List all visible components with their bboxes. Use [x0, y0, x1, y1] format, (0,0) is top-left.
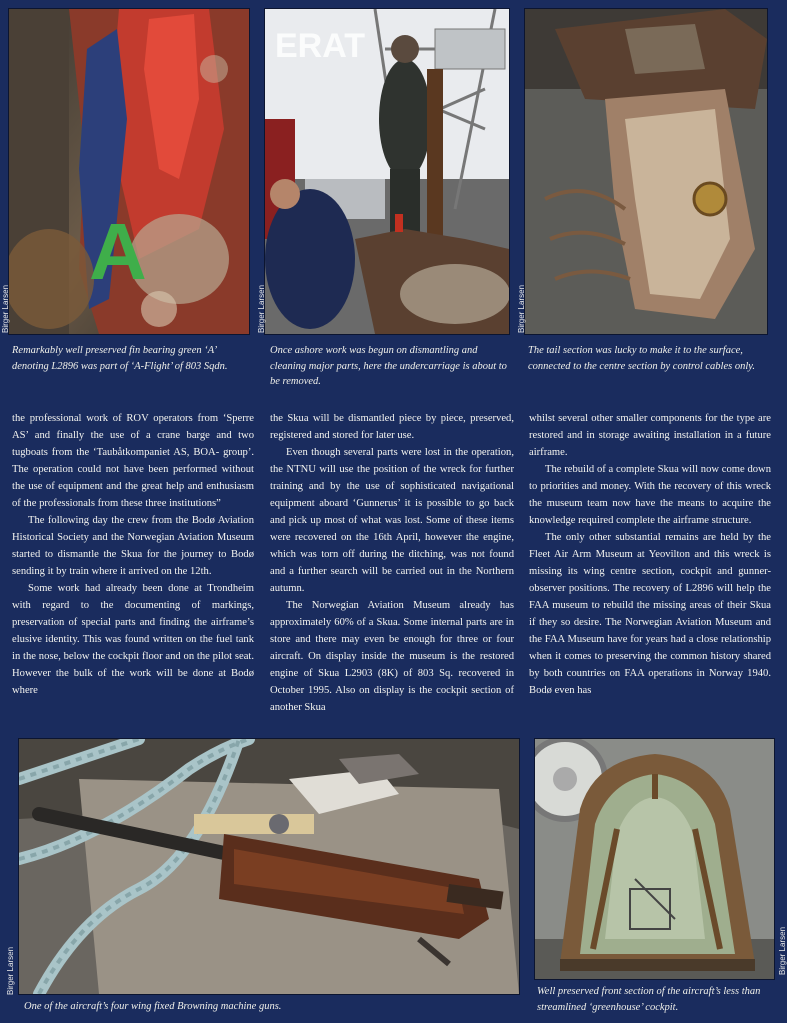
tail-photo [524, 8, 768, 335]
cockpit-photo-caption: Well preserved front section of the aircraft’s less than streamlined ‘greenhouse’ cockpit. [537, 986, 761, 1013]
column-1-paragraph: the professional work of ROV operators from ‘Sperre AS’ and finally the use of a crane barge and two tugboats from the ‘Taubåtkompaniet AS, BOA- group’. The operation could not have been performed without the use of equipment and the great help and enthusiasm of the professionals from these three institutions” [12, 413, 254, 509]
article-column-2 [270, 410, 514, 716]
cockpit-photo [534, 738, 775, 980]
crane-background-text: ERAT [275, 27, 366, 65]
crane-photo [264, 8, 510, 335]
column-3-paragraph: The rebuild of a complete Skua will now come down to priorities and money. With the recovery of this wreck the museum team now have the means to acquire the knowledge required complete the airframe structure. [529, 464, 771, 526]
gun-photo-image [19, 739, 519, 994]
crane-photo-image [265, 9, 509, 334]
column-2-paragraph: The Norwegian Aviation Museum already has approximately 60% of a Skua. Some internal parts are in store and there may even be enough for three or four aircraft. On display inside the museum is the restored engine of Skua L2903 (8K) of 803 Sq. recovered in October 1995. Also on display is the cockpit section of another Skua [270, 600, 514, 713]
column-2-paragraph: the Skua will be dismantled piece by piece, preserved, registered and stored for later use. [270, 413, 514, 441]
fin-photo [8, 8, 250, 335]
gun-photo-caption: One of the aircraft’s four wing fixed Browning machine guns. [24, 1001, 282, 1012]
column-3-paragraph: The only other substantial remains are held by the Fleet Air Arm Museum at Yeovilton and this wreck is missing its wing centre section, cockpit and gunner-observer positions. The recovery of L2896 will help the FAA museum to rebuild the missing areas of their Skua if they so desire. The Norwegian Aviation Museum and the FAA Museum have for years had a close relationship when it comes to preserving the common history shared by both countries on FAA operations in Norway 1940. Bodø even has [529, 532, 771, 696]
column-2-paragraph: Even though several parts were lost in the operation, the NTNU will use the position of the wreck for further training and by the use of sophisticated navigational equipment aboard ‘Gunnerus’ it is possible to go back and pick up most of what was lost. Some of these items were recovered on the 16th April, however the engine, which was torn off during the ditching, was not found and a further search will be carried out in the Northern autumn. [270, 447, 514, 594]
fin-photo-image [9, 9, 249, 334]
crane-photo-credit: Birger Larsen [257, 284, 266, 333]
cockpit-photo-credit: Birger Larsen [778, 926, 787, 975]
tail-photo-credit: Birger Larsen [517, 284, 526, 333]
article-column-3 [529, 410, 771, 699]
fin-photo-caption: Remarkably well preserved fin bearing green ‘A’ denoting L2896 was part of ‘A-Flight’ of 803 Sqdn. [12, 345, 228, 372]
column-1-paragraph: The following day the crew from the Bodø Aviation Historical Society and the Norwegian Aviation Museum started to dismantle the Skua for the journey to Bodø sending it by train where it arrived on the 12th. [12, 515, 254, 577]
fin-photo-credit: Birger Larsen [1, 284, 10, 333]
crane-photo-caption: Once ashore work was begun on dismantling and cleaning major parts, here the undercarriage is about to be removed. [270, 345, 507, 387]
tail-photo-image [525, 9, 767, 334]
cockpit-photo-image [535, 739, 774, 979]
article-column-1 [12, 410, 254, 699]
gun-photo [18, 738, 520, 995]
column-1-paragraph: Some work had already been done at Trondheim with regard to the documenting of markings, preservation of special parts and finding the airframe’s elusive identity. This was found written on the fuel tank in the nose, below the cockpit floor and on the pilot seat. However the bulk of the work will be done at Bodø where [12, 583, 254, 696]
gun-photo-credit: Birger Larsen [6, 946, 15, 995]
column-3-paragraph: whilst several other smaller components for the type are restored and in storage awaiting installation in a future airframe. [529, 413, 771, 458]
fin-letter: A [89, 207, 147, 296]
tail-photo-caption: The tail section was lucky to make it to the surface, connected to the centre section by control cables only. [528, 345, 755, 372]
